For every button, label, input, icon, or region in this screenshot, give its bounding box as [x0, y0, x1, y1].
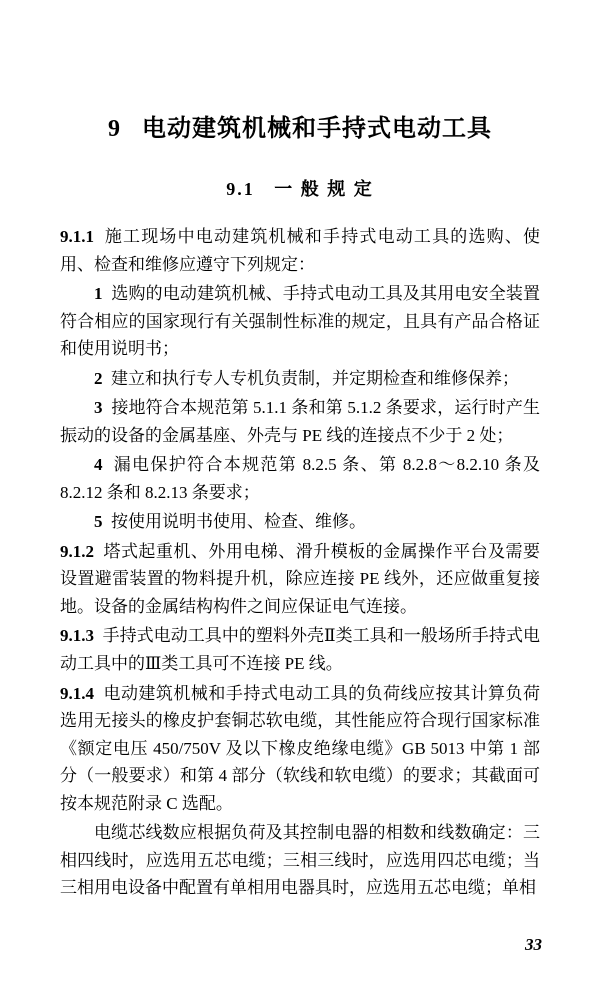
list-item-text: 按使用说明书使用、检查、维修。 — [111, 512, 366, 532]
list-item-4 — [60, 451, 540, 506]
paragraph-number: 9.1.1 — [60, 227, 94, 246]
paragraph-number: 9.1.4 — [60, 683, 94, 703]
paragraph-number: 9.1.2 — [60, 541, 94, 561]
paragraph-9-1-4-continued — [60, 819, 540, 902]
document-page — [0, 108, 600, 983]
list-item-text: 接地符合本规范第 5.1.1 条和第 5.1.2 条要求，运行时产生振动的设备的金属基座、外壳与 PE 线的连接点不少于 2 处； — [60, 398, 541, 445]
paragraph-text: 电缆芯线数应根据负荷及其控制电器的相数和线数确定：三相四线时，应选用五芯电缆；三相三线时，应选用四芯电缆；当三相用电设备中配置有单相用电器具时，应选用五芯电缆；单相 — [60, 823, 540, 898]
paragraph-9-1-4 — [60, 680, 540, 818]
paragraph-number: 9.1.3 — [60, 626, 94, 646]
paragraph-text: 电动建筑机械和手持式电动工具的负荷线应按其计算负荷选用无接头的橡皮护套铜芯软电缆，其性能应符合现行国家标准《额定电压 450/750V 及以下橡皮绝缘电缆》GB 5013 中第 1 部分（一般要求）和第 4 部分（软线和软电缆）的要求；其截面可按本规范附录 C 选配。 — [60, 683, 541, 813]
paragraph-9-1-2 — [60, 538, 540, 621]
page-number: 33 — [525, 935, 542, 954]
paragraph-text: 手持式电动工具中的塑料外壳Ⅱ类工具和一般场所手持式电动工具中的Ⅲ类工具可不连接 PE 线。 — [60, 626, 540, 673]
list-item-5 — [60, 508, 540, 536]
paragraph-9-1-3 — [60, 622, 540, 677]
list-item-text: 建立和执行专人专机负责制，并定期检查和维修保养； — [111, 368, 519, 388]
list-item-text: 选购的电动建筑机械、手持式电动工具及其用电安全装置符合相应的国家现行有关强制性标准的规定，且具有产品合格证和使用说明书； — [60, 284, 541, 359]
body-content — [60, 223, 540, 902]
section-title: 9.1 一 般 规 定 — [226, 179, 374, 199]
list-item-number: 3 — [94, 398, 103, 418]
list-item-number: 5 — [94, 512, 103, 532]
list-item-number: 1 — [94, 284, 103, 304]
paragraph-text: 施工现场中电动建筑机械和手持式电动工具的选购、使用、检查和维修应遵守下列规定： — [60, 227, 541, 274]
chapter-title: 9 电动建筑机械和手持式电动工具 — [108, 116, 492, 142]
list-item-number: 4 — [94, 455, 103, 475]
list-item-2 — [60, 365, 540, 393]
list-item-number: 2 — [94, 368, 103, 388]
paragraph-9-1-1 — [60, 223, 540, 278]
list-item-3 — [60, 394, 540, 449]
list-item-1 — [60, 280, 540, 363]
paragraph-text: 塔式起重机、外用电梯、滑升模板的金属操作平台及需要设置避雷装置的物料提升机，除应连接 PE 线外，还应做重复接地。设备的金属结构构件之间应保证电气连接。 — [60, 541, 541, 616]
list-item-text: 漏电保护符合本规范第 8.2.5 条、第 8.2.8～8.2.10 条及 8.2.12 条和 8.2.13 条要求； — [60, 455, 541, 502]
